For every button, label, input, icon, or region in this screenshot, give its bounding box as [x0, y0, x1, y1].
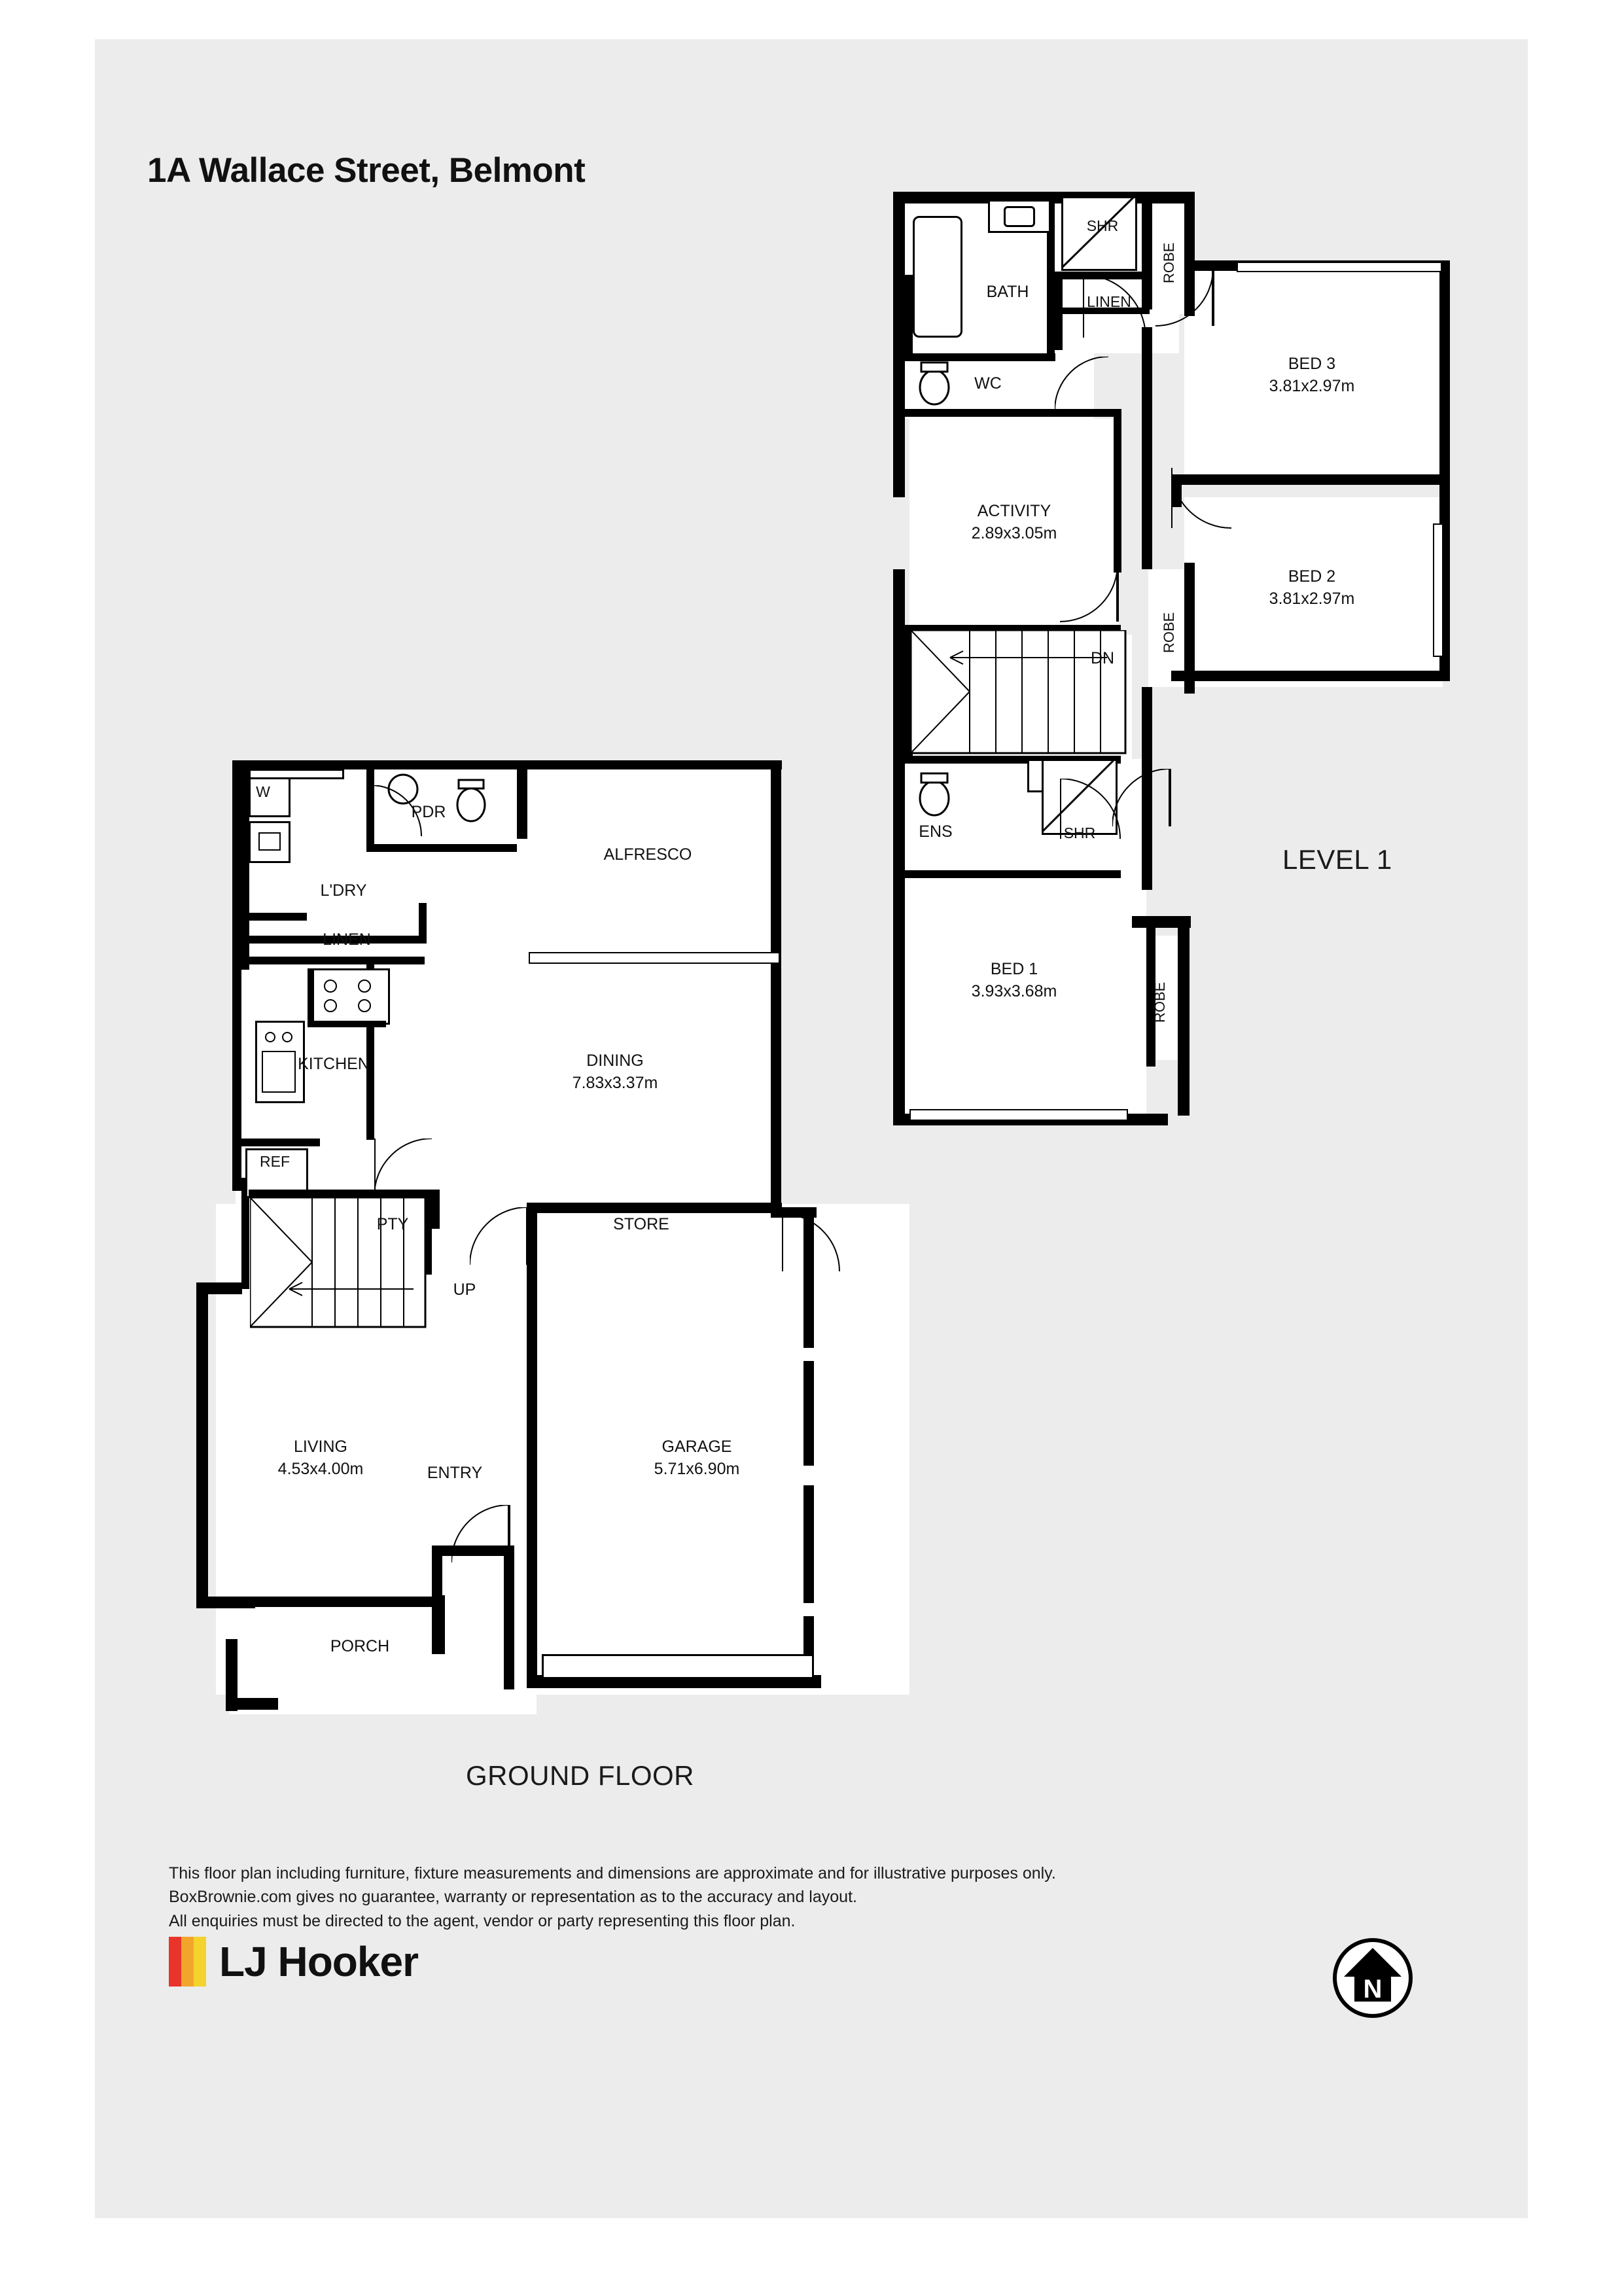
- entry-wall-right: [504, 1545, 514, 1689]
- bath-wall-a: [905, 275, 913, 353]
- room-label-bed1: BED 1 3.93x3.68m: [971, 960, 1057, 1000]
- room-label-garage: GARAGE 5.71x6.90m: [654, 1438, 740, 1478]
- room-label-robe1: ROBE: [1152, 981, 1168, 1023]
- compass-north: [1328, 1934, 1417, 2022]
- disclaimer-line-2: BoxBrownie.com gives no guarantee, warranty or representation as to the accuracy and layout.: [169, 1888, 857, 1907]
- g-wall-living-left: [196, 1282, 208, 1603]
- l1-wall-left-b: [893, 350, 905, 429]
- l1-wall-left-d: [893, 569, 905, 766]
- activity-wall-right: [1114, 409, 1121, 573]
- kitchen-island: [308, 1021, 386, 1027]
- room-label-linen-l1: LINEN: [1087, 293, 1131, 310]
- door-kitchen: [374, 1139, 433, 1197]
- g-wall-garage-right-c: [803, 1485, 814, 1603]
- room-label-robe3: ROBE: [1161, 242, 1177, 283]
- wc-wall-a: [1047, 272, 1055, 357]
- g-wall-living-bottom: [196, 1597, 255, 1608]
- svg-text:N: N: [1363, 1975, 1383, 2004]
- disclaimer-line-1: This floor plan including furniture, fixture measurements and dimensions are approximate and for illustrative purposes only.: [169, 1864, 1056, 1882]
- room-label-bed3: BED 3 3.81x2.97m: [1269, 355, 1355, 395]
- room-label-linen-g: LINEN: [323, 930, 371, 949]
- l1-spine-c: [1142, 458, 1152, 569]
- door-activity: [1060, 564, 1119, 623]
- disclaimer-line-3: All enquiries must be directed to the agent, vendor or party representing this floor plan.: [169, 1911, 796, 1930]
- kitchen-wall-bottom: [241, 1139, 320, 1146]
- l1-wall-right-bed1: [1178, 916, 1190, 1116]
- door-bed2: [1171, 468, 1233, 530]
- room-label-bath: BATH: [986, 283, 1029, 301]
- lj-hooker-logo: [169, 1937, 418, 1987]
- room-label-living: LIVING 4.53x4.00m: [277, 1438, 364, 1478]
- bed2-window: [1433, 523, 1443, 657]
- cooktop-icon: [308, 968, 390, 1025]
- room-label-dn: DN: [1090, 649, 1115, 667]
- porch-wall-top: [255, 1597, 445, 1607]
- l1-wall-left-e: [893, 759, 905, 1125]
- laundry-trough-icon: [249, 821, 291, 863]
- l1-spine-b: [1142, 327, 1152, 458]
- bed3-wall-right: [1439, 260, 1450, 476]
- room-label-dining: DINING 7.83x3.37m: [572, 1051, 658, 1092]
- l1-wall-left-c: [893, 419, 905, 497]
- room-label-ref: REF: [260, 1153, 290, 1170]
- pdr-wall-bottom: [366, 844, 517, 852]
- ens-wall-bottom: [905, 870, 1121, 878]
- wc-toilet-icon: [915, 361, 954, 407]
- bed2-wall-bottom: [1171, 671, 1450, 681]
- bath-basin-icon: [1004, 206, 1035, 227]
- ldry-wall-bottom-a: [241, 913, 307, 921]
- ground-title: GROUND FLOOR: [466, 1760, 695, 1791]
- room-label-wc: WC: [974, 374, 1002, 393]
- level1-title: LEVEL 1: [1282, 844, 1392, 875]
- room-label-robe2: ROBE: [1161, 612, 1177, 653]
- page-title: 1A Wallace Street, Belmont: [147, 151, 586, 190]
- bed3-window: [1237, 262, 1442, 272]
- room-label-ens: ENS: [919, 822, 953, 841]
- g-wall-left-a: [232, 760, 241, 957]
- bed1-window: [909, 1109, 1128, 1121]
- g-wall-garage-right-b: [803, 1361, 814, 1466]
- g-wall-right-b: [771, 942, 781, 1145]
- room-label-bed2: BED 2 3.81x2.97m: [1269, 567, 1355, 608]
- room-label-shr-ens: SHR: [1063, 824, 1096, 841]
- room-label-activity: ACTIVITY 2.89x3.05m: [971, 502, 1057, 542]
- room-label-alfresco: ALFRESCO: [603, 845, 692, 864]
- g-wall-left-b: [232, 942, 241, 1191]
- alfresco-wall-left-a: [517, 760, 527, 839]
- entry-wall-top: [432, 1545, 510, 1556]
- door-store-left: [470, 1207, 529, 1266]
- wc-wall-b: [905, 353, 1055, 361]
- door-wc: [1055, 357, 1111, 413]
- alfresco-glazing: [529, 952, 780, 964]
- disclaimer: [169, 1862, 1056, 1933]
- logo-bars-icon: [169, 1937, 206, 1987]
- g-wall-porch-bottom: [226, 1698, 278, 1710]
- door-bed1: [1112, 769, 1171, 828]
- room-label-washer: W: [256, 783, 270, 800]
- garage-door: [542, 1654, 814, 1679]
- door-store-right: [782, 1214, 841, 1273]
- room-label-entry: ENTRY: [427, 1464, 483, 1482]
- linen-wall-right: [419, 903, 427, 944]
- room-label-porch: PORCH: [330, 1637, 390, 1655]
- g-wall-right-c: [771, 1139, 781, 1210]
- room-label-up: UP: [453, 1280, 476, 1299]
- kitchen-wall-top: [241, 957, 425, 964]
- l1-wall-left-a: [893, 192, 905, 362]
- bathtub-icon: [913, 216, 962, 338]
- room-label-store: STORE: [613, 1215, 669, 1233]
- g-wall-garage-left: [527, 1203, 537, 1687]
- room-label-pty: PTY: [376, 1215, 409, 1233]
- g-wall-store-bottom: [527, 1203, 782, 1213]
- laundry-bench: [249, 769, 344, 779]
- alfresco-wall-right-stub: [771, 760, 781, 806]
- room-label-kitchen: KITCHEN: [298, 1055, 370, 1073]
- room-label-shr-top: SHR: [1086, 217, 1119, 234]
- g-wall-top: [232, 760, 782, 769]
- kitchen-bench-vert: [308, 968, 314, 1027]
- north-arrow-icon: [1328, 1934, 1417, 2022]
- ens-toilet-icon: [915, 772, 954, 818]
- room-label-ldry: L'DRY: [320, 881, 367, 900]
- logo-text: LJ Hooker: [219, 1938, 418, 1985]
- room-label-pdr: PDR: [411, 803, 446, 821]
